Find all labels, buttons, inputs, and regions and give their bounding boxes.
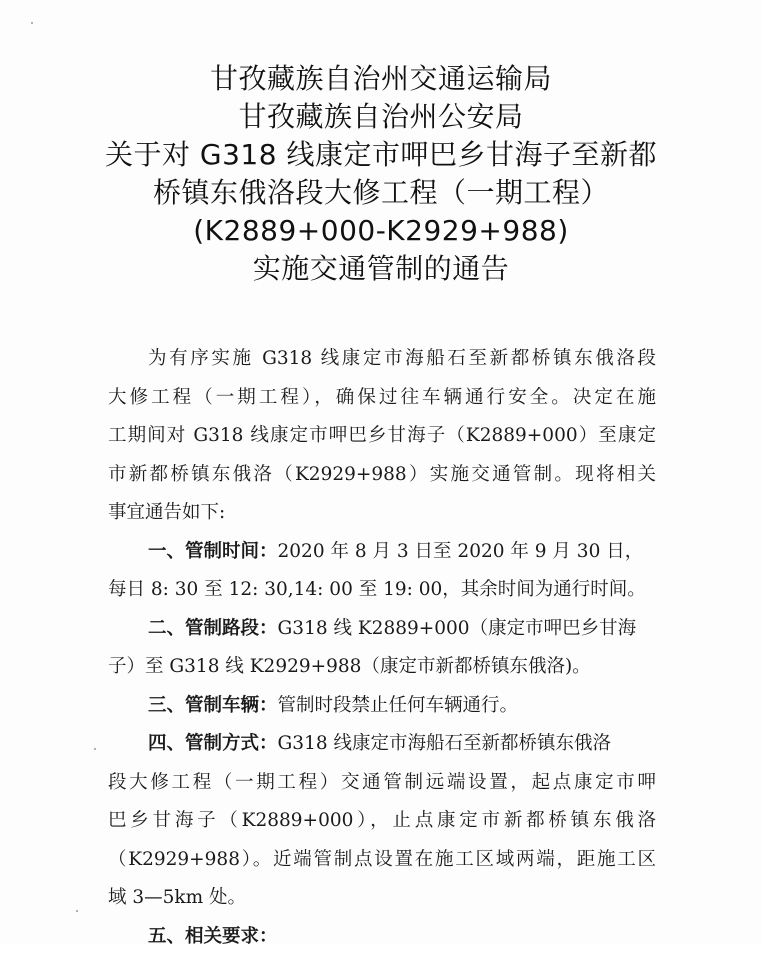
scan-speck [94,748,96,750]
intro-line: 大修工程（一期工程），确保过往车辆通行安全。决定在施 [108,379,656,418]
scan-speck [76,910,78,912]
title-subject-line1: 关于对 G318 线康定市呷巴乡甘海子至新都 [0,136,762,174]
intro-line: 工期间对 G318 线康定市呷巴乡甘海子（K2889+000）至康定 [108,417,656,456]
section-heading: 四、管制方式： [148,733,278,754]
title-stake-range: (K2889+000-K2929+988) [0,212,762,250]
scan-speck [31,22,33,24]
title-issuer-police: 甘孜藏族自治州公安局 [0,98,762,136]
title-subject-line2: 桥镇东俄洛段大修工程（一期工程） [0,174,762,212]
section-text-line: 巴乡甘海子（K2889+000），止点康定市新都桥镇东俄洛 [108,802,656,841]
notice-body [108,340,656,956]
intro-line: 市新都桥镇东俄洛（K2929+988）实施交通管制。现将相关 [108,456,656,495]
section-text-line: 域 3—5km 处。 [108,879,656,918]
section-requirements [108,918,656,956]
section-text-line: （K2929+988）。近端管制点设置在施工区域两端，距施工区 [108,841,656,880]
intro-line: 为有序实施 G318 线康定市海船石至新都桥镇东俄洛段 [108,340,656,379]
section-heading: 三、管制车辆： [148,695,278,716]
title-issuer-transport: 甘孜藏族自治州交通运输局 [0,60,762,98]
section-heading: 五、相关要求： [148,926,278,947]
intro-line: 事宜通告如下: [108,494,656,533]
title-subject-line3: 实施交通管制的通告 [0,250,762,288]
section-text: G318 线康定市海船石至新都桥镇东俄洛 [278,733,611,754]
section-text-line: 每日 8: 30 至 12: 30,14: 00 至 19: 00，其余时间为通行时间。 [108,571,656,610]
section-heading: 二、管制路段： [148,618,278,639]
section-control-method [108,725,656,764]
section-text: G318 线 K2889+000（康定市呷巴乡甘海 [278,618,637,639]
notice-title [0,60,762,288]
section-control-vehicles [108,687,656,726]
section-heading: 一、管制时间： [148,541,278,562]
section-text-line: 段大修工程（一期工程）交通管制远端设置，起点康定市呷 [108,764,656,803]
section-text: 2020 年 8 月 3 日至 2020 年 9 月 30 日， [278,541,644,562]
section-text-line: 子）至 G318 线 K2929+988（康定市新都桥镇东俄洛)。 [108,648,656,687]
section-text: 管制时段禁止任何车辆通行。 [278,695,519,716]
section-control-time [108,533,656,572]
section-control-road [108,610,656,649]
